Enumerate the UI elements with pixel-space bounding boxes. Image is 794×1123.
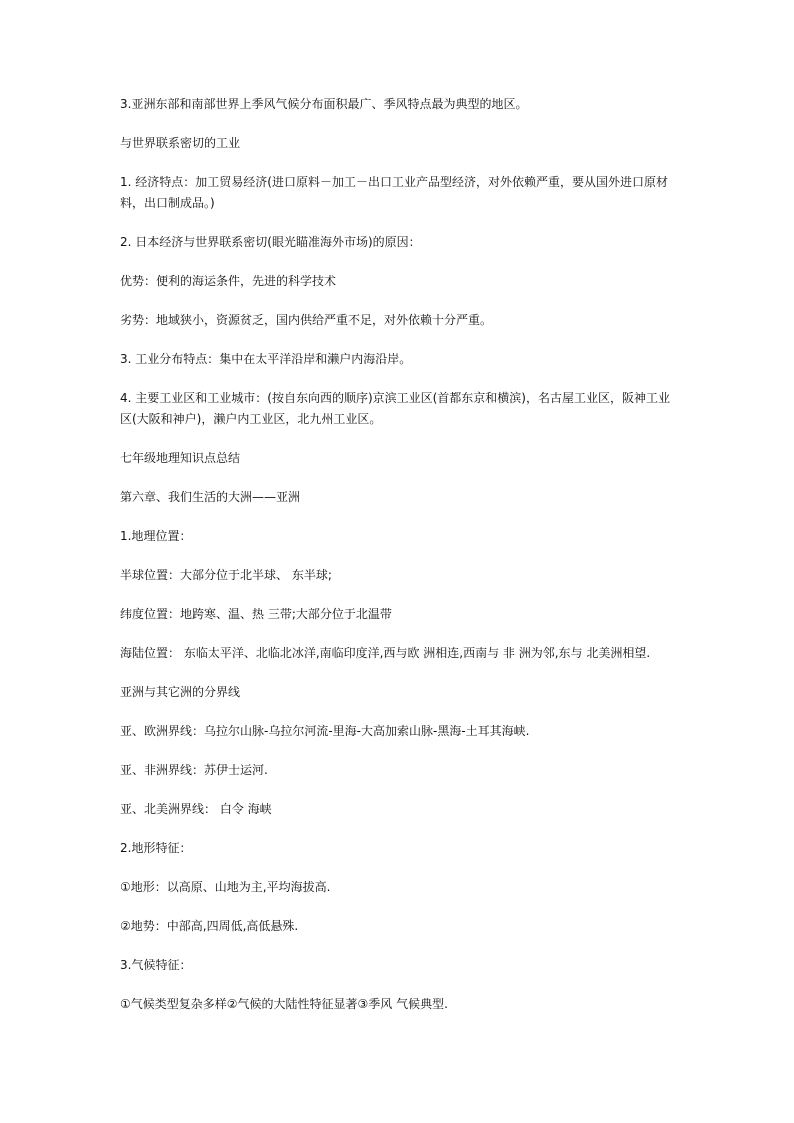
paragraph-industrial-regions: 4. 主要工业区和工业城市：(按自东向西的顺序)京滨工业区(首都东京和横滨)，名古屋工业区，阪神工业区(大阪和神户)，濑户内工业区，北九州工业区。 — [120, 391, 670, 426]
paragraph-climate-summary: ①气候类型复杂多样②气候的大陆性特征显著③季风 气候典型. — [120, 997, 448, 1011]
paragraph-elevation-pattern: ②地势：中部高,四周低,高低悬殊. — [120, 919, 299, 933]
paragraph-latitude-position: 纬度位置：地跨寒、温、热 三带;大部分位于北温带 — [120, 607, 392, 621]
paragraph-hemisphere-position: 半球位置：大部分位于北半球、 东半球; — [120, 568, 332, 582]
paragraph-asia-europe-boundary: 亚、欧洲界线：乌拉尔山脉-乌拉尔河流-里海-大高加索山脉-黑海-土耳其海峡. — [120, 724, 530, 738]
heading-asia-boundaries: 亚洲与其它洲的分界线 — [120, 685, 241, 699]
document-body — [120, 94, 680, 1033]
heading-chapter6-asia: 第六章、我们生活的大洲——亚洲 — [120, 490, 301, 504]
heading-climate-features: 3.气候特征： — [120, 958, 192, 972]
paragraph-asia-north-america-boundary: 亚、北美洲界线： 白令 海峡 — [120, 802, 272, 816]
heading-terrain-features: 2.地形特征： — [120, 841, 192, 855]
paragraph-landform: ①地形：以高原、山地为主,平均海拔高. — [120, 880, 331, 894]
paragraph-industry-distribution: 3. 工业分布特点：集中在太平洋沿岸和濑户内海沿岸。 — [120, 352, 412, 366]
paragraph-land-sea-position: 海陆位置： 东临太平洋、北临北冰洋,南临印度洋,西与欧 洲相连,西南与 非 洲为邻,东与 北美洲相望. — [120, 646, 651, 660]
heading-grade7-summary: 七年级地理知识点总结 — [120, 451, 241, 465]
paragraph-economic-features: 1. 经济特点：加工贸易经济(进口原料－加工－出口工业产品型经济，对外依赖严重，要从国外进口原材料，出口制成品。) — [120, 175, 668, 210]
heading-geographic-location: 1.地理位置： — [120, 529, 192, 543]
paragraph-japan-economy-reasons: 2. 日本经济与世界联系密切(眼光瞄准海外市场)的原因： — [120, 235, 421, 249]
paragraph-monsoon-region: 3.亚洲东部和南部世界上季风气候分布面积最广、季风特点最为典型的地区。 — [120, 97, 528, 111]
paragraph-disadvantages: 劣势：地域狭小，资源贫乏，国内供给严重不足，对外依赖十分严重。 — [120, 313, 493, 327]
paragraph-asia-africa-boundary: 亚、非洲界线：苏伊士运河. — [120, 763, 268, 777]
heading-industry-world-links: 与世界联系密切的工业 — [120, 136, 241, 150]
paragraph-advantages: 优势：便利的海运条件，先进的科学技术 — [120, 274, 337, 288]
